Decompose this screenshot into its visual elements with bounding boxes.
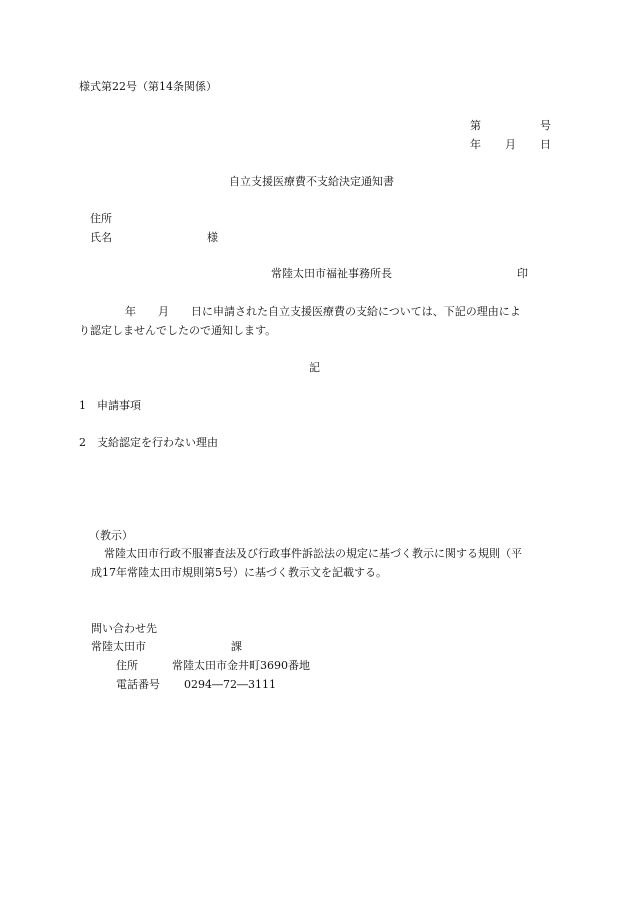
instruction-line-1: 常陸太田市行政不服審査法及び行政事件訴訟法の規定に基づく教示に関する規則（平 [104, 547, 522, 560]
contact-city: 常陸太田市 [91, 640, 146, 653]
item-1-number: 1 [79, 399, 86, 412]
form-id: 様式第22号（第14条関係） [79, 80, 217, 93]
date-month: 月 [505, 138, 516, 151]
item-2-number: 2 [79, 436, 86, 449]
body-line-2: り認定しませんでしたので通知します。 [79, 324, 277, 337]
issuer-seal: 印 [517, 267, 528, 280]
contact-phone-label: 電話番号 [116, 678, 160, 691]
ki-heading: 記 [309, 361, 320, 374]
contact-heading: 問い合わせ先 [91, 622, 157, 635]
document-title: 自立支援医療費不支給決定通知書 [229, 175, 394, 188]
recipient-honorific: 様 [207, 231, 218, 244]
date-year: 年 [470, 138, 481, 151]
contact-section: 課 [231, 640, 242, 653]
recipient-name-label: 氏名 [90, 231, 112, 244]
instruction-line-2: 成17年常陸太田市規則第5号）に基づく教示文を記載する。 [91, 566, 387, 579]
instruction-heading: （教示） [89, 529, 133, 542]
contact-address: 常陸太田市金井町3690番地 [172, 659, 310, 672]
doc-number-prefix: 第 [470, 119, 481, 132]
item-1-text: 申請事項 [97, 399, 141, 412]
date-day: 日 [540, 138, 551, 151]
item-2-text: 支給認定を行わない理由 [97, 436, 218, 449]
body-line-1: 年 月 日に申請された自立支援医療費の支給については、下記の理由によ [125, 305, 521, 318]
contact-address-label: 住所 [116, 659, 138, 672]
doc-number-suffix: 号 [540, 119, 551, 132]
recipient-address-label: 住所 [90, 212, 112, 225]
contact-phone: 0294―72―3111 [184, 678, 276, 691]
issuer-name: 常陸太田市福祉事務所長 [271, 267, 392, 280]
